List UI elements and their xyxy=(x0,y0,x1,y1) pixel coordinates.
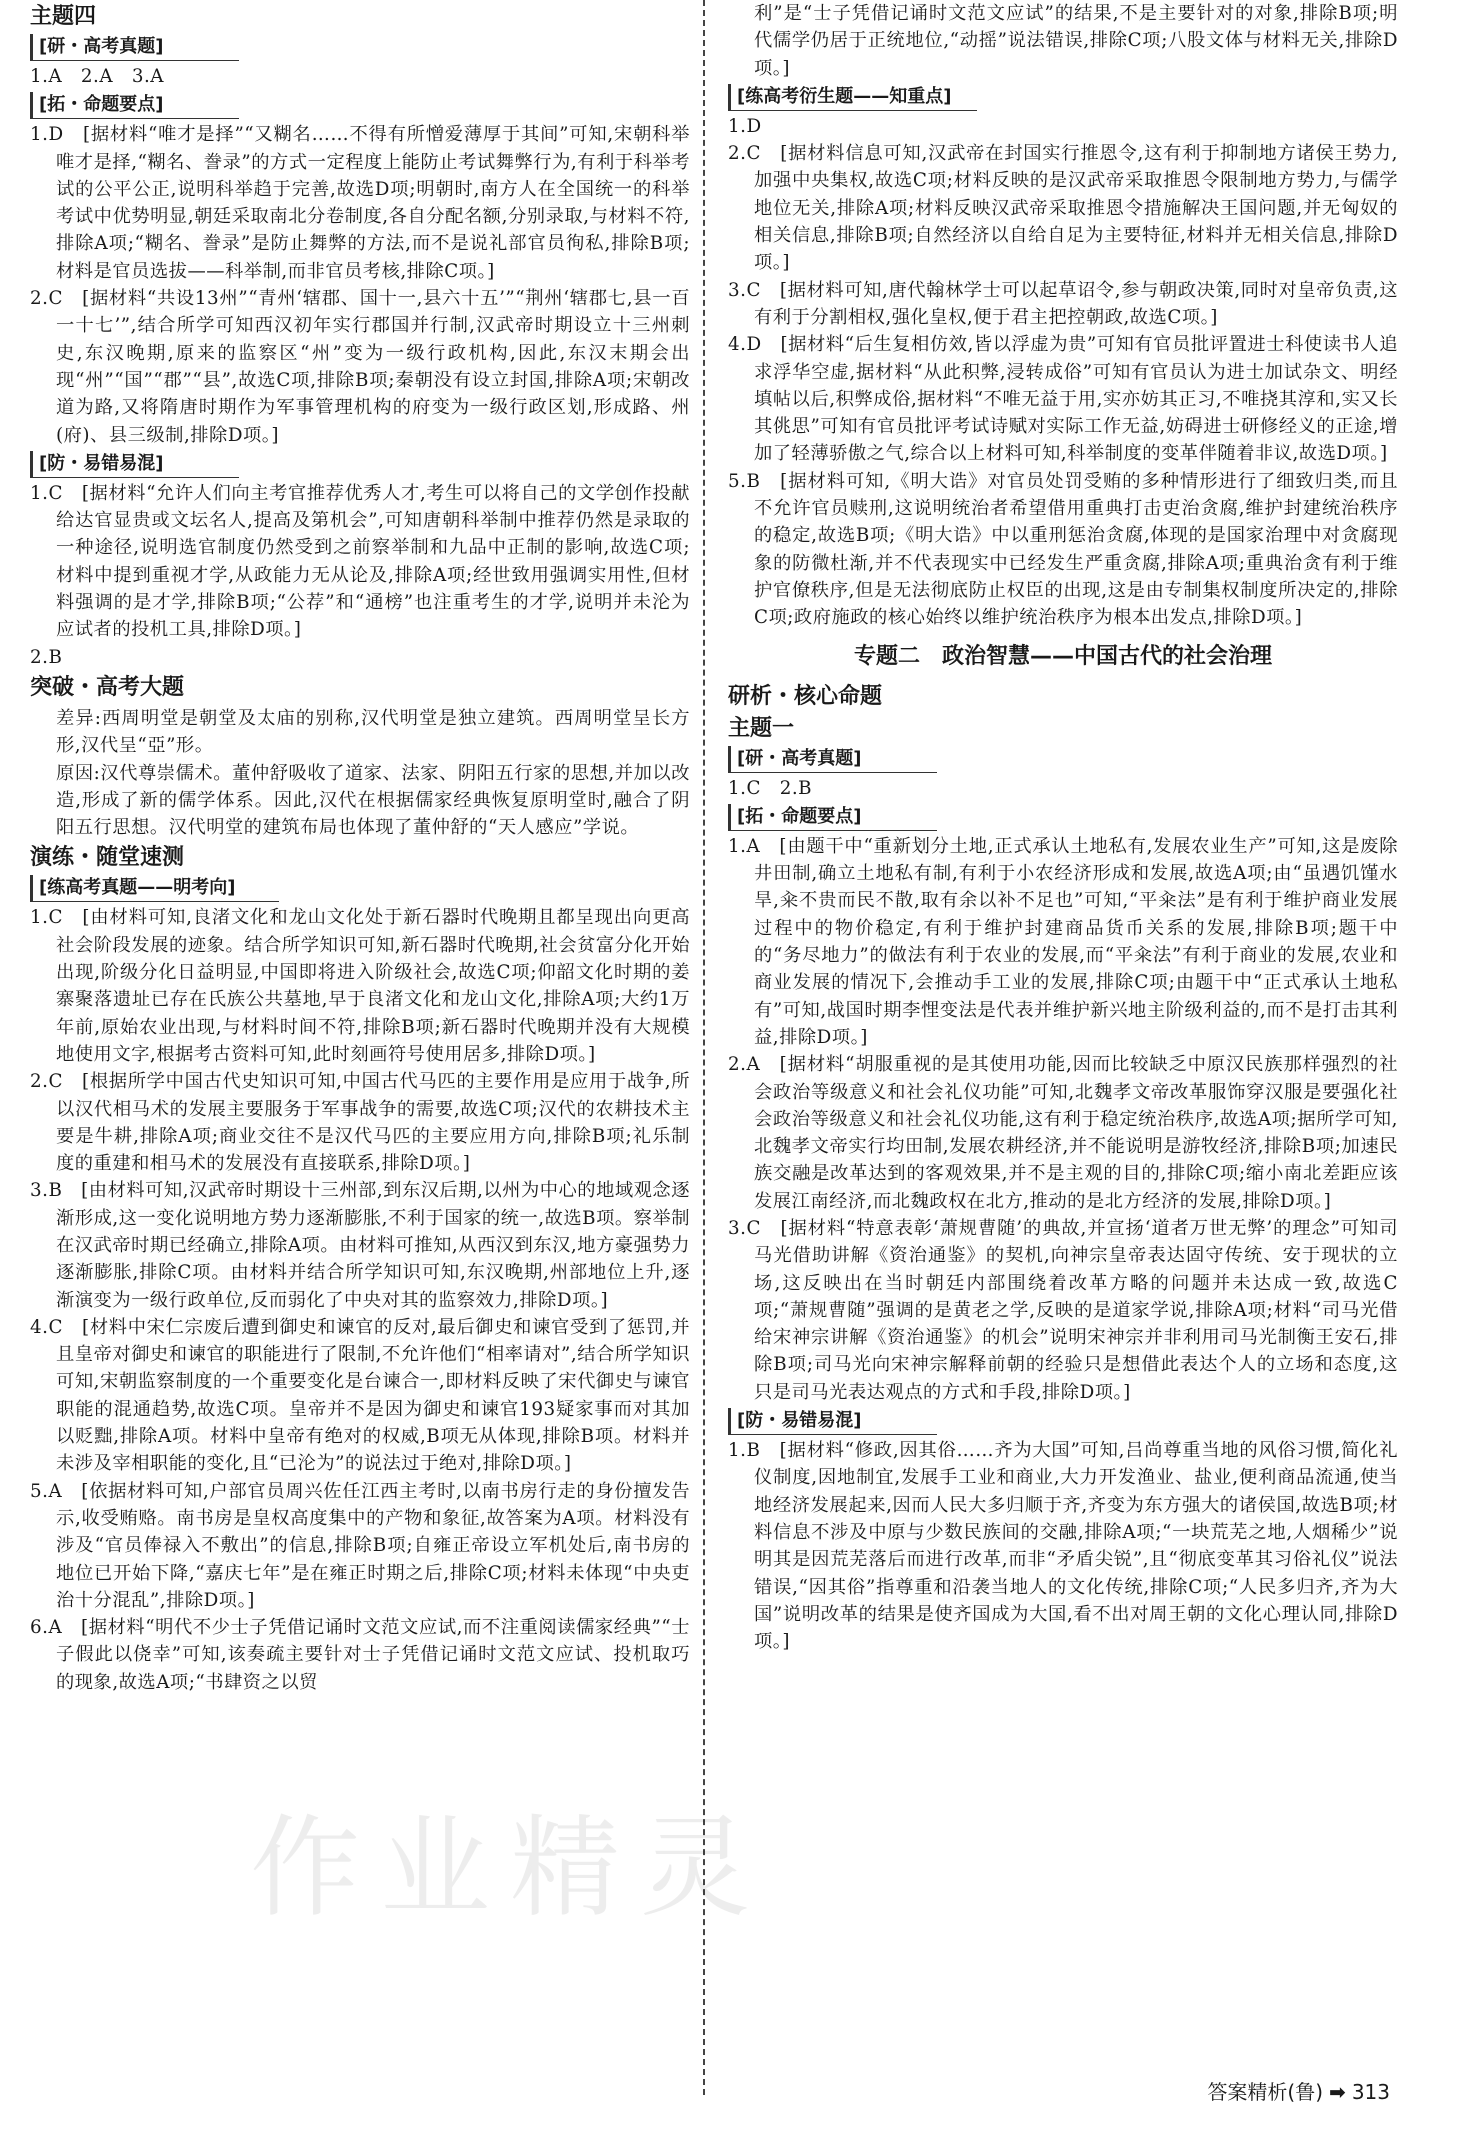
answer-item: 5.A [依据材料可知,户部官员周兴佐任江西主考时,以南书房行走的身份擅发告示,收受贿赂。南书房是皇权高度集中的产物和象征,故答案为A项。材料没有涉及“官员俸禄入不敷出”的信息,排除B项;自雍正帝设立军机处后,南书房的地位已开始下降,“嘉庆七年”是在雍正时期之后,排除C项;材料未体现“中央吏治十分混乱”,排除D项。] xyxy=(30,1480,690,1611)
section-heading: 突破・高考大题 xyxy=(30,674,185,700)
paragraph: 利”是“士子凭借记诵时文范文应试”的结果,不是主要针对的对象,排除B项;明代儒学仍居于正统地位,“动摇”说法错误,排除C项;八股文体与材料无关,排除D项。] xyxy=(754,3,1398,79)
answer-item: 3.B [由材料可知,汉武帝时期设十三州部,到东汉后期,以州为中心的地域观念逐渐形成,这一变化说明地方势力逐渐膨胀,不利于国家的统一,故选B项。察举制在汉武帝时期已经确立,排除A项。由材料可推知,从西汉到东汉,地方豪强势力逐渐膨胀,排除C项。由材料并结合所学知识可知,东汉晚期,州部地位上升,逐渐演变为一级行政单位,反而弱化了中央对其的监察效力,排除D项。] xyxy=(30,1180,690,1311)
answer-item: 2.C [据材料“共设13州”“青州‘辖郡、国十一,县六十五’”“荆州‘辖郡七,县一百一十七’”,结合所学可知西汉初年实行郡国并行制,汉武帝时期设立十三州刺史,东汉晚期,原来的监察区“州”变为一级行政机构,因此,东汉末期会出现“州”“国”“郡”“县”,故选C项,排除B项;秦朝没有设立封国,排除A项;宋朝改道为路,又将隋唐时期作为军事管理机构的府变为一级行政区划,形成路、州(府)、县三级制,排除D项。] xyxy=(30,288,690,446)
answer-item: 6.A [据材料“明代不少士子凭借记诵时文范文应试,而不注重阅读儒家经典”“士子假此以侥幸”可知,该奏疏主要针对士子凭借记诵时文范文应试、投机取巧的现象,故选A项;“书肆资之以贸 xyxy=(30,1617,690,1693)
subsection-label: [练高考衍生题——知重点] xyxy=(728,84,977,111)
answer-item: 2.C [据材料信息可知,汉武帝在封国实行推恩令,这有利于抑制地方诸侯王势力,加强中央集权,故选C项;材料反映的是汉武帝采取推恩令限制地方势力,与儒学地位无关,排除A项;材料反映汉武帝采取推恩令措施解决王国问题,并无匈奴的相关信息,排除B项;自然经济以自给自足为主要特征,材料并无相关信息,排除D项。] xyxy=(728,143,1398,274)
answer-item: 1.C [由材料可知,良渚文化和龙山文化处于新石器时代晚期且都呈现出向更高社会阶段发展的迹象。结合所学知识可知,新石器时代晚期,社会贫富分化开始出现,阶级分化日益明显,中国即将进入阶级社会,故选C项;仰韶文化时期的姜寨聚落遗址已存在氏族公共墓地,早于良渚文化和龙山文化,排除A项;大约1万年前,原始农业出现,与材料时间不符,排除B项;新石器时代晚期并没有大规模地使用文字,根据考古资料可知,此时刻画符号使用居多,排除D项。] xyxy=(30,907,690,1065)
answer-item: 1.A 2.A 3.A xyxy=(30,66,164,87)
page-number: 313 xyxy=(1351,2080,1390,2104)
section-heading: 主题四 xyxy=(30,4,97,29)
answer-item: 3.C [据材料可知,唐代翰林学士可以起草诏令,参与朝政决策,同时对皇帝负责,这有利于分割相权,强化皇权,便于君主把控朝政,故选C项。] xyxy=(728,279,1398,328)
answer-item: 4.D [据材料“后生复相仿效,皆以浮虚为贵”可知有官员批评置进士科使读书人追求浮华空虚,据材料“从此积弊,浸转成俗”可知有官员认为进士加试杂文、明经填帖以后,积弊成俗,据材料“不唯无益于用,实亦妨其正习,不唯挠其淳和,实又长其佻思”可知有官员批评考试诗赋对实际工作无益,妨碍进士研修经义的正途,增加了轻薄骄傲之气,综合以上材料可知,科举制度的变革伴随着非议,故选D项。] xyxy=(728,334,1398,465)
answer-item: 1.B [据材料“修政,因其俗……齐为大国”可知,吕尚尊重当地的风俗习惯,简化礼仪制度,因地制宜,发展手工业和商业,大力开发渔业、盐业,便利商品流通,使当地经济发展起来,因而人民大多归顺于齐,齐变为东方强大的诸侯国,故选B项;材料信息不涉及中原与少数民族间的交融,排除A项;“一块荒芜之地,人烟稀少”说明其是因荒芜落后而进行改革,而非“矛盾尖锐”,且“彻底变革其习俗礼仪”说法错误,“因其俗”指尊重和沿袭当地人的文化传统,排除C项;“人民多归齐,齐为大国”说明改革的结果是使齐国成为大国,看不出对周王朝的文化心理认同,排除D项。] xyxy=(728,1440,1398,1653)
subsection-label: [拓・命题要点] xyxy=(728,804,937,831)
answer-item: 2.A [据材料“胡服重视的是其使用功能,因而比较缺乏中原汉民族那样强烈的社会政治等级意义和社会礼仪功能”可知,北魏孝文帝改革服饰穿汉服是要强化社会政治等级意义和社会礼仪功能,这有利于稳定统治秩序,故选A项;据所学可知,北魏孝文帝实行均田制,发展农耕经济,并不能说明是游牧经济,排除B项;加速民族交融是改革达到的客观效果,并不是主观的目的,排除C项;缩小南北差距应该发展江南经济,而北魏政权在北方,推动的是北方经济的发展,排除D项。] xyxy=(728,1054,1398,1212)
paragraph: 差异:西周明堂是朝堂及太庙的别称,汉代明堂是独立建筑。西周明堂呈长方形,汉代呈“亞”形。 xyxy=(56,707,690,757)
section-heading: 演练・随堂速测 xyxy=(30,845,185,871)
answer-item: 1.A [由题干中“重新划分土地,正式承认土地私有,发展农业生产”可知,这是废除井田制,确立土地私有制,有利于小农经济形成和发展,故选A项;由“虽遇饥馑水旱,籴不贵而民不散,取有余以补不足也”可知,“平籴法”是有利于维护商业发展过程中的物价稳定,有利于维护封建商品货币关系的发展,排除B项;题干中的“务尽地力”的做法有利于农业的发展,而“平籴法”有利于商业的发展,农业和商业发展的情况下,会推动手工业的发展,排除C项;由题干中“正式承认土地私有”可知,战国时期李悝变法是代表并维护新兴地主阶级利益的,而不是打击其利益,排除D项。] xyxy=(728,835,1398,1048)
answer-item: 2.B xyxy=(30,646,63,668)
answer-item: 2.C [根据所学中国古代史知识可知,中国古代马匹的主要作用是应用于战争,所以汉代相马术的发展主要服务于军事战争的需要,故选C项;汉代的农耕技术主要是牛耕,排除A项;商业交往不是汉代马匹的主要应用方向,排除B项;礼乐制度的重建和相马术的发展没有直接联系,排除D项。] xyxy=(30,1071,690,1175)
chapter-title: 专题二 政治智慧——中国古代的社会治理 xyxy=(853,643,1272,669)
answer-item: 1.C [据材料“允许人们向主考官推荐优秀人才,考生可以将自己的文学创作投献给达官显贵或文坛名人,提高及第机会”,可知唐朝科举制中推荐仍然是录取的一种途径,说明选官制度仍然受到之前察举制和九品中正制的影响,故选C项;材料中提到重视才学,从政能力无从论及,排除A项;经世致用强调实用性,但材料强调的是才学,排除B项;“公荐”和“通榜”也注重考生的才学,说明并未沦为应试者的投机工具,排除D项。] xyxy=(30,482,690,641)
subsection-label: [拓・命题要点] xyxy=(30,92,239,119)
answer-item: 1.D xyxy=(728,115,762,137)
section-heading: 主题一 xyxy=(728,715,795,741)
arrow-icon: ➡ xyxy=(1329,2080,1346,2104)
answer-item: 1.D [据材料“唯才是择”“又糊名……不得有所憎爱薄厚于其间”可知,宋朝科举唯才是择,“糊名、誊录”的方式一定程度上能防止考试舞弊行为,有利于科举考试的公平公正,说明科举趋于完善,故选D项;明朝时,南方人在全国统一的科举考试中优势明显,朝廷采取南北分卷制度,各自分配名额,分别录取,与材料不符,排除A项;“糊名、誊录”是防止舞弊的方法,而不是说礼部官员徇私,排除B项;材料是官员选拔——科举制,而非官员考核,排除C项。] xyxy=(30,124,690,282)
subsection-label: [研・高考真题] xyxy=(728,746,937,773)
subsection-label: [防・易错易混] xyxy=(728,1408,937,1435)
answer-item: 3.C [据材料“特意表彰‘萧规曹随’的典故,并宣扬‘道者万世无弊’的理念”可知司马光借助讲解《资治通鉴》的契机,向神宗皇帝表达固守传统、安于现状的立场,这反映出在当时朝廷内部围绕着改革方略的问题并未达成一致,故选C项;“萧规曹随”强调的是黄老之学,反映的是道家学说,排除A项;材料“司马光借给宋神宗讲解《资治通鉴》的机会”说明宋神宗并非利用司马光制衡王安石,排除B项;司马光向宋神宗解释前朝的经验只是想借此表达个人的立场和态度,这只是司马光表达观点的方式和手段,排除D项。] xyxy=(728,1217,1398,1403)
left-column xyxy=(30,0,690,1696)
footer-label: 答案精析(鲁) xyxy=(1207,2080,1324,2104)
subsection-label: [研・高考真题] xyxy=(30,34,239,61)
answer-item: 5.B [据材料可知,《明大诰》对官员处罚受贿的多种情形进行了细致归类,而且不允许官员赎刑,这说明统治者希望借用重典打击吏治贪腐,维护封建统治秩序的稳定,故选B项;《明大诰》中以重刑惩治贪腐,体现的是国家治理中对贪腐现象的防微杜渐,并不代表现实中已经发生严重贪腐,排除A项;重典治贪有利于维护官僚秩序,但是无法彻底防止权臣的出现,这是由专制集权制度所决定的,排除C项;政府施政的核心始终以维护统治秩序为根本出发点,排除D项。] xyxy=(728,470,1398,629)
watermark: 作业精灵 xyxy=(250,1804,770,1932)
answer-item: 4.C [材料中宋仁宗废后遭到御史和谏官的反对,最后御史和谏官受到了惩罚,并且皇帝对御史和谏官的职能进行了限制,不允许他们“相率请对”,结合所学知识可知,宋朝监察制度的一个重要变化是台谏合一,即材料反映了宋代御史与谏官职能的混通趋势,故选C项。皇帝并不是因为御史和谏官193疑家事而对其加以贬黜,排除A项。材料中皇帝有绝对的权威,B项无从体现,排除B项。材料并未涉及宰相职能的变化,且“已沦为”的说法过于绝对,排除D项。] xyxy=(30,1316,690,1475)
right-column xyxy=(728,0,1398,1655)
page-footer xyxy=(1207,2076,1390,2105)
subsection-label: [防・易错易混] xyxy=(30,451,239,478)
subsection-label: [练高考真题——明考向] xyxy=(30,875,279,902)
section-heading: 研析・核心命题 xyxy=(728,683,883,709)
paragraph: 原因:汉代尊崇儒术。董仲舒吸收了道家、法家、阴阳五行家的思想,并加以改造,形成了新的儒学体系。因此,汉代在根据儒家经典恢复原明堂时,融合了阴阳五行思想。汉代明堂的建筑布局也体现了董仲舒的“天人感应”学说。 xyxy=(56,762,690,839)
answer-item: 1.C 2.B xyxy=(728,777,813,799)
